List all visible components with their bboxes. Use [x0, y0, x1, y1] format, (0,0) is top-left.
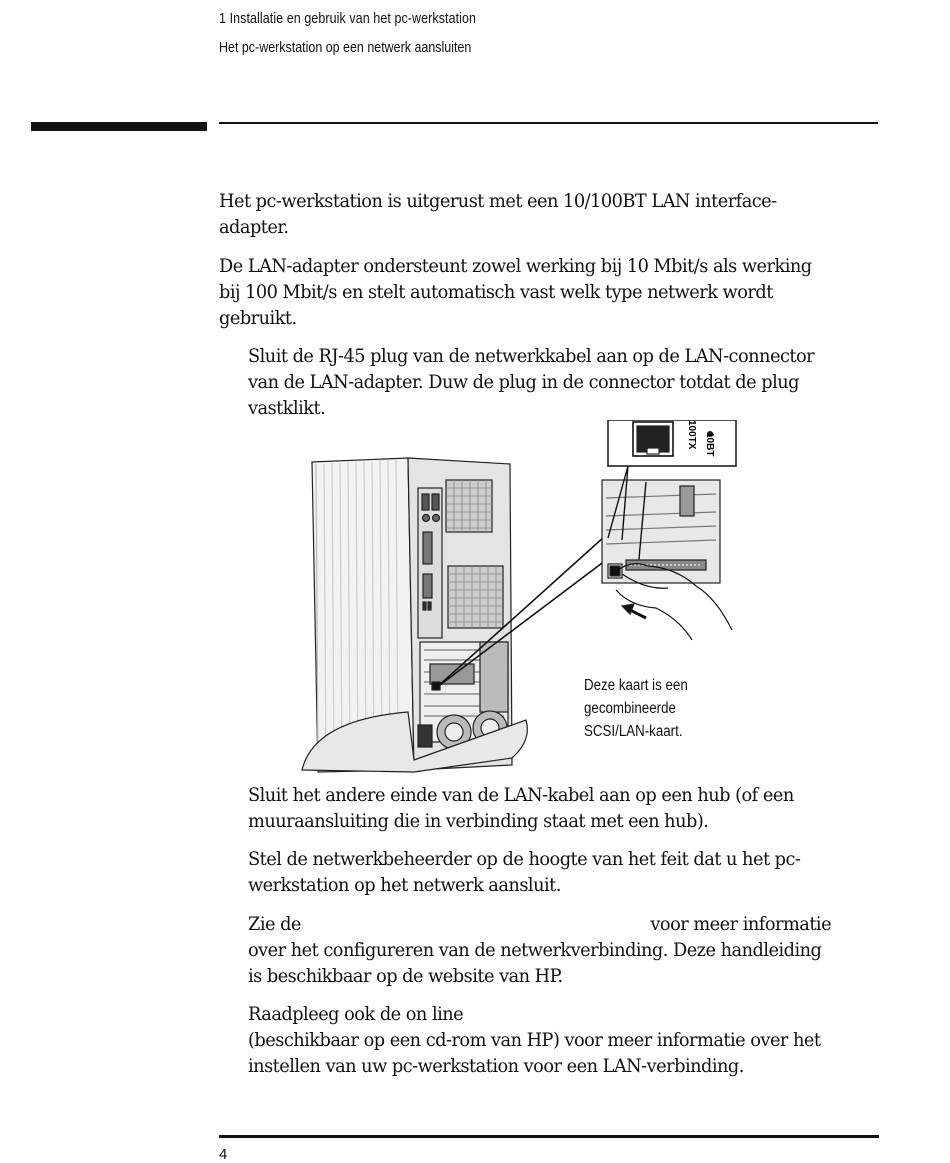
section-rule — [219, 122, 878, 124]
step-see-guide: Zie de voor meer informatie over het configureren van de netwerkverbinding. Deze handleiding is beschikbaar op de website van HP. — [248, 914, 832, 987]
step-connect-hub: Sluit het andere einde van de LAN-kabel aan op een hub (of een muuraansluiting die in verbinding staat met een hub). — [248, 785, 794, 832]
intro-paragraph-1: Het pc-werkstation is uitgerust met een 10/100BT LAN interface- adapter. — [219, 191, 777, 238]
step-notify-admin: Stel de netwerkbeheerder op de hoogte van het feit dat u het pc- werkstation op het netwerk aansluit. — [248, 849, 801, 896]
step-connect-plug: Sluit de RJ-45 plug van de netwerkkabel aan op de LAN-connector van de LAN-adapter. Duw de plug in de connector totdat de plug vastklikt. — [248, 346, 815, 419]
footer-rule — [219, 1135, 879, 1138]
section-marker-bar — [31, 122, 207, 131]
intro-paragraph-2: De LAN-adapter ondersteunt zowel werking bij 10 Mbit/s als werking bij 100 Mbit/s en stelt automatisch vast welk type netwerk wordt gebruikt. — [219, 256, 812, 329]
card-label-10bt: 10BT — [704, 432, 715, 457]
step-online-help: Raadpleeg ook de on line (beschikbaar op een cd-rom van HP) voor meer informatie over het instellen van uw pc-werkstation voor een LAN-verbinding. — [248, 1004, 821, 1077]
page-number: 4 — [219, 1146, 228, 1163]
chapter-header: 1 Installatie en gebruik van het pc-werkstation — [219, 11, 477, 27]
section-header: Het pc-werkstation op een netwerk aansluiten — [219, 40, 472, 56]
figure-caption: Deze kaart is een gecombineerde SCSI/LAN-kaart. — [584, 677, 688, 740]
card-label-100tx: 100TX — [686, 420, 697, 450]
